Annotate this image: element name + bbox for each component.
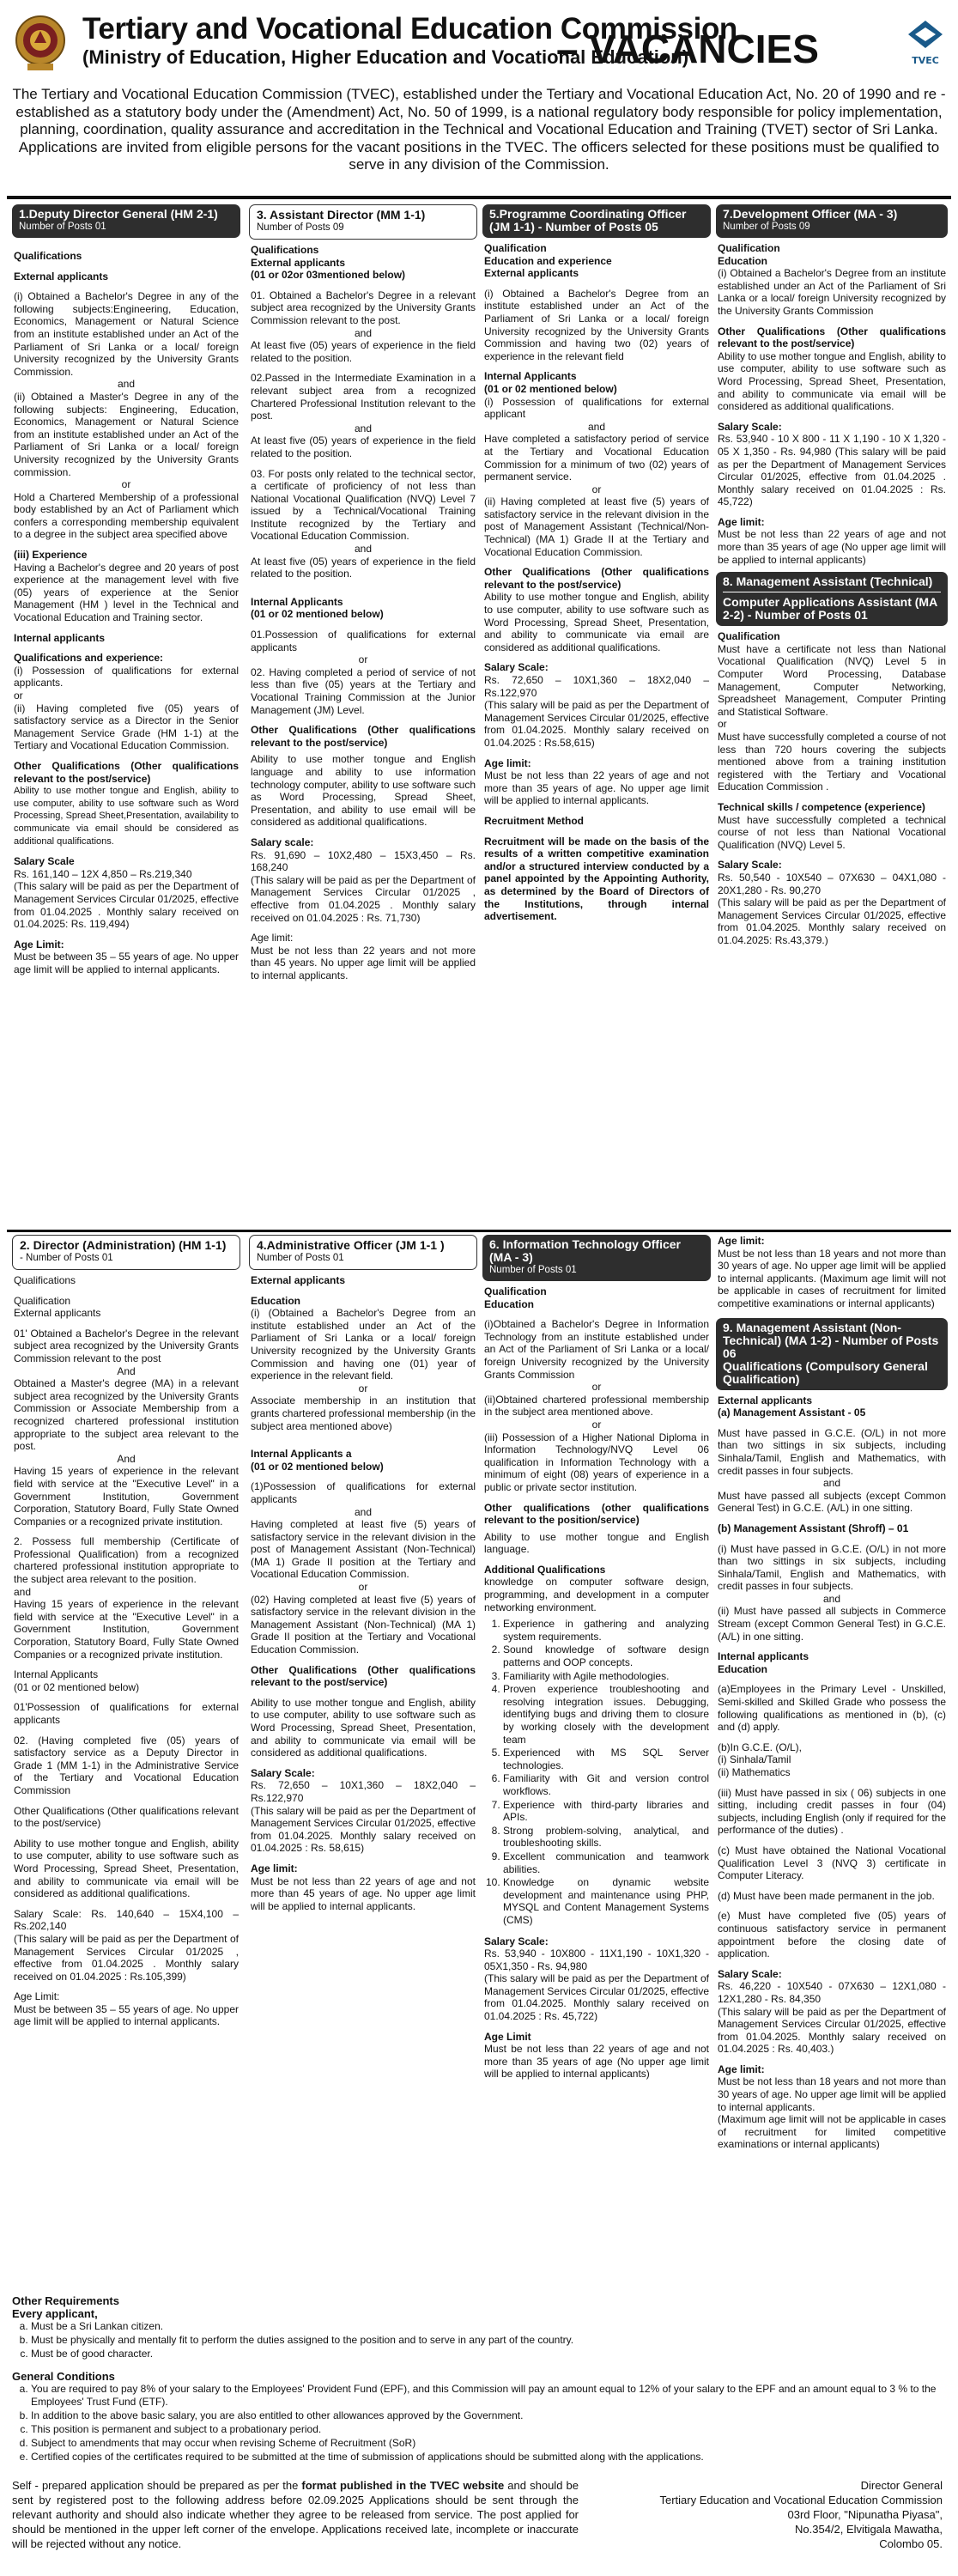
post-count: - Number of Posts 01 (20, 1253, 113, 1263)
label: External applicants (14, 270, 109, 283)
post-header (482, 204, 711, 238)
text: (e) Must have completed five (05) years of continuous satisfactory service in permanent appointment before the closing date of application. (718, 1910, 946, 1960)
label: Qualification Education (718, 242, 780, 267)
tvec-logo-icon (905, 19, 946, 69)
list-item: 10. Knowledge on dynamic website development and maintenance using PHP, MYSQL and Content Management Systems (CMS) (503, 1876, 709, 1926)
text: Age Limit: Must be between 35 – 55 years of age. No upper age limit will be applied to internal applicants. (14, 1990, 239, 2028)
label: Age limit: (251, 1862, 298, 1874)
label: Internal applicants (718, 1650, 809, 1663)
label: Salary Scale: (251, 1766, 315, 1779)
text: Having completed at least five (5) years of satisfactory service in the relevant division in the post of Management Assistant (Non-Technical) (MA 1) Grade II position at the Tertiary and Vocational Education Commission. (251, 1518, 476, 1581)
text: (ii) Having completed five (05) years of satisfactory service as a Director in the Senior Management Service Grade (HM 1-1) at the Tertiary and Vocational Education Commission. (14, 702, 239, 752)
post-programme-coordinating-officer (482, 204, 711, 1228)
post-header (249, 204, 477, 240)
text: Must have successfully completed a course of not less than 720 hours covering the subjects mentioned above from a training institution registered with the Tertiary and Vocational Education Commission . (718, 731, 946, 793)
text: Rs. 53,940 - 10 X 800 - 11 X 1,190 - 10 X 1,320 - 05 X 1,350 - Rs. 94,980 (This salary will be paid as per the Department of Management Services Circular 01/2025, effective from 01.04.2025 . Monthly salary received on 01.04.2025 : Rs. 45,722) (718, 433, 946, 508)
list-item: 6. Familiarity with Git and version control workflows. (503, 1772, 709, 1797)
text: Must be not less than 22 years of age and not more than 35 years of age (No upper age limit will be applied to internal applicants) (484, 2043, 709, 2081)
signature-block: Director General Tertiary Education and Vocational Education Commission 03rd Floor, "Nipunatha Piyasa", No.354/2, Elvitigala Mawatha, Colombo 05. (659, 2479, 943, 2550)
text: 2. Possess full membership (Certificate of Professional Qualification) from a recognized chartered professional institution appropriate to the subject area relevant to the position. (14, 1535, 239, 1586)
text: or (358, 1382, 368, 1394)
section-title: General Conditions (12, 2370, 115, 2383)
text: (b)In G.C.E. (O/L), (i) Sinhala/Tamil (ii) Mathematics (718, 1741, 803, 1778)
text: (ii) Obtained a Master's Degree in any of the following subjects: Engineering, Education, Economics, Management or Natural Science from an institute established under an Act of the Parliament of Sri Lanka or a local/ foreign University recognized by the University Grants commission. (14, 390, 239, 478)
text: and (354, 1505, 373, 1518)
text: Ability to use mother tongue and English language and ability to use information technology computer, ability to use software such as Word Processing, Spread Sheet, Presentation, and ability to use email will be considered as additional qualifications. (251, 753, 476, 829)
text: (a)Employees in the Primary Level - Unskilled, Semi-skilled and Skilled Grade who possess the following qualifications as mentioned in (b), (c) and (d) apply. (718, 1683, 946, 1734)
text: Must have passed all subjects (except Common General Test) in G.C.E. (A/L) in one sitting. (718, 1489, 946, 1515)
text: (i) Possession of qualifications for external applicant (484, 395, 709, 421)
post-count: Number of Posts 09 (257, 222, 344, 233)
text: Must be not less than 18 years and not more than 30 years of age. No upper age limit will be applied to internal applicants. (Maximum age limit will not be applicable in cases of recruitment for limited competitive examinations or internal applicants) (718, 2075, 946, 2151)
label: Age limit: (718, 1235, 765, 1247)
text: Associate membership in an institution that grants chartered professional membership (in the subject area mentioned above) (251, 1394, 476, 1432)
label: Salary Scale: (718, 420, 782, 433)
label: Internal Applicants (251, 595, 343, 608)
label: Age limit: (718, 2063, 765, 2075)
ministry-subtitle: (Ministry of Education, Higher Education and Vocational Education) (82, 46, 689, 68)
divider (7, 1230, 951, 1232)
label: (01 or 02 mentioned below) (251, 1460, 384, 1473)
text: (i)Obtained a Bachelor's Degree in Information Technology from an institute established under an Act of the Parliament of Sri Lanka or a local/ foreign University recognized by the University Grants Commission (484, 1318, 709, 1381)
text: Having a Bachelor's degree and 20 years of post experience at the management level with five (05) years of experience at the Senior Management (HM ) level in the Technical and Vocational Education and Training sector. (14, 561, 239, 624)
label: (01 or 02or 03mentioned below) (251, 269, 406, 282)
text: or (718, 718, 727, 731)
label: External applicants (251, 256, 346, 269)
text: (i) (Obtained a Bachelor's Degree from an institute established under an Act of the Parliament of Sri Lanka or a local/ foreign University recognized by the University Grants Commission and having one (01) year of experience in the relevant field. (251, 1307, 476, 1382)
other-requirements (12, 2294, 948, 2464)
text: and (354, 543, 373, 556)
post-development-officer (716, 204, 948, 1228)
label: Qualification Education and experience (484, 242, 612, 267)
post-header (12, 1235, 240, 1270)
post-title: 6. Information Technology Officer (MA - 3) (489, 1237, 681, 1264)
text: Ability to use mother tongue and English language. (484, 1530, 709, 1556)
label: Qualifications and experience: (14, 652, 164, 665)
text: (i) Must have passed in G.C.E. (O/L) in not more than two sittings in six subjects, including Sinhala/Tamil, English and Mathematics, with credit passes in four subjects. (718, 1542, 946, 1593)
post-deputy-director-general (12, 204, 240, 1228)
label: (01 or 02 mentioned below) (14, 1680, 140, 1693)
text: 02. Having completed a period of service of not less than five (05) years at the Tertiary and Vocational Training Commission at the Junior Management (JM) Level. (251, 665, 476, 716)
post-information-technology-officer (482, 1235, 711, 2284)
label: Internal Applicants a (251, 1448, 352, 1461)
skills-list (484, 1618, 709, 1926)
requirements-list (12, 2320, 948, 2360)
label: External applicants (251, 1274, 346, 1286)
text: (ii) Having completed at least five (5) years of satisfactory service in the relevant division in the post of Management Assistant (Technical/Non-Technical) (MA 1) Grade II at the Tertiary and Vocational Education Commission. (484, 495, 709, 558)
text: Ability to use mother tongue and English, ability to use computer, ability to use software such as Word Processing, Spread Sheet, Presentation, and ability to communicate via email will be considered as additional qualifications. (718, 349, 946, 413)
label: Technical skills / competence (experience) (718, 800, 925, 813)
text: (02) Having completed at least five (5) years of satisfactory service in the relevant division in the Management Assistant (Non-Technical) (MA 1) Grade II position at the Tertiary and Vocational Education Commission. (251, 1593, 476, 1656)
text: Must have passed in G.C.E. (O/L) in not more than two sittings in six subjects, including Sinhala/Tamil, English and Mathematics, with credit passes in four subjects. (718, 1426, 946, 1477)
conditions-list (12, 2383, 948, 2464)
text: (i) Obtained a Bachelor's Degree from an institute established under an Act of the Parliament of Sri Lanka or a local/ foreign University recognized by the University Grants Commission (718, 267, 946, 317)
sri-lanka-emblem-icon (14, 12, 67, 72)
text: Rs. 46,220 - 10X540 - 07X630 – 12X1,080 - 12X1,280 - Rs. 84,350 (This salary will be paid as per the Department of Management Services Circular 01/2025, effective from 01.04.2025. Monthly salary received on 01.04.2025 : Rs. 40,403.) (718, 1980, 946, 2056)
text: At least five (05) years of experience in the field related to the position. (251, 555, 476, 580)
list-item: 1. Experience in gathering and analyzing system requirements. (503, 1618, 709, 1643)
post-management-assistant (716, 1235, 948, 2284)
label: Other Qualifications (Other qualifications relevant to the post/service) (718, 325, 946, 350)
text: (iii) Possession of a Higher National Diploma in Information Technology/NVQ Level 06 qualification in Information Technology with a minimum of eight (08) years of experience in a public or private sector institution. (484, 1431, 709, 1493)
post-subtitle: Qualifications (Compulsory General Qualification) (723, 1358, 928, 1386)
text: or (591, 483, 602, 495)
label: Education (718, 1662, 768, 1675)
list-item: e. Certified copies of the certificates required to be submitted at the time of submission of applications should be submitted along with the applications. (31, 2451, 948, 2464)
post-count: Number of Posts 01 (257, 1253, 344, 1263)
label: Salary Scale: (718, 1967, 782, 1980)
text: At least five (05) years of experience in the field related to the position. (251, 434, 476, 459)
text: and (822, 1477, 841, 1490)
text: knowledge on computer software design, programming, and development in a computer networking environment. (484, 1576, 709, 1613)
label: (01 or 02 mentioned below) (251, 608, 384, 621)
text: 01'Possession of qualifications for external applicants (14, 1701, 239, 1726)
post-assistant-director (249, 204, 477, 1228)
post-title: 1.Deputy Director General (HM 2-1) (19, 207, 218, 221)
label: Other Qualifications (Other qualifications relevant to the post/service) (14, 759, 239, 785)
post-title: 8. Management Assistant (Technical) (723, 574, 933, 589)
header (7, 3, 951, 77)
text: Rs. 72,650 – 10X1,360 – 18X2,040 – Rs.122,970 (This salary will be paid as per the Department of Management Services Circular 01/2025, effective from 01.04.2025. Monthly salary received on 01.04.2025 : Rs.58,615) (484, 674, 709, 749)
text: (c) Must have obtained the National Vocational Qualification Level 3 (NVQ 3) certificate in Computer Literacy. (718, 1844, 946, 1882)
text: and (354, 326, 373, 339)
text: Must be not less than 18 years and not more than 30 years of age. No upper age limit will be applied to internal applicants. (Maximum age limit will not be applicable in cases of recruitment for limited competitive examinations or internal applicants) (718, 1247, 946, 1309)
text: (1)Possession of qualifications for external applicants (251, 1480, 476, 1505)
post-title: 2. Director (Administration) (HM 1-1) (20, 1238, 227, 1252)
text: Ability to use mother tongue and English, ability to use computer, ability to use software such as Word Processing, Spread Sheet, Presentation, and ability to communicate via email will be considered as additional qualifications. (14, 1837, 239, 1900)
text: or (591, 1381, 602, 1394)
text: Rs. 91,690 – 10X2,480 – 15X3,450 – Rs. 168,240 (This salary will be paid as per the Department of Management Services Circular 01/2025 , effective from 01.04.2025 . Monthly salary received on 01.04.2025 : Rs. 71,730) (251, 848, 476, 924)
text: and (587, 420, 606, 433)
text: Hold a Chartered Membership of a professional body established by an Act of Parliament which confers a corresponding membership equivalent to a degree in the subject area specified above (14, 490, 239, 541)
post-header (12, 204, 240, 238)
label: Every applicant, (12, 2307, 98, 2320)
list-item: 2. Sound knowledge of software design patterns and OOP concepts. (503, 1643, 709, 1668)
commission-title: Tertiary and Vocational Education Commission (82, 12, 737, 46)
label: (b) Management Assistant (Shroff) – 01 (718, 1522, 909, 1534)
text: 03. For posts only related to the technical sector, a certificate of proficiency of not less than National Vocational Qualification (NVQ) Level 7 issued by a Technical/Vocational Training Institute recognized by the Tertiary and Vocational Education Commission. (251, 467, 476, 543)
text: or (358, 1581, 368, 1594)
label: Recruitment Method (484, 814, 585, 827)
label: Other qualifications (other qualifications relevant to the position/service) (484, 1501, 709, 1527)
list-item: b. In addition to the above basic salary, you are also entitled to other allowances approved by the Government. (31, 2409, 948, 2422)
label: Age Limit (484, 2030, 531, 2043)
label: Internal applicants (14, 631, 106, 644)
label: External applicants (484, 267, 579, 280)
text: Obtained a Master's degree (MA) in a relevant subject area recognized by the University Grants Commission or Associate Membership from a recognized chartered professional institution appropriate to the subject area relevant to the post. (14, 1377, 239, 1453)
label: Qualifications (14, 250, 82, 262)
text: or (14, 690, 23, 702)
text: and (117, 378, 136, 391)
text: (iii) Must have passed in six ( 06) subjects in one sitting, including credit passes in four (04) subjects, including English (only if required for the performance of the duties) . (718, 1786, 946, 1837)
text: or (121, 478, 131, 491)
application-instructions: Self - prepared application should be prepared as per the format published in the TVEC website and should be sent by registered post to the following address before 02.09.2025 Applications should be sent through the relevant authority and should also indicate whether they agree to be released from service. The post applied for should be mentioned in the upper left corner of the envelope. Applications received late, incomplete or inaccurate will be rejected without any notice. (12, 2479, 579, 2550)
text: And (117, 1452, 136, 1465)
footer (12, 2478, 948, 2573)
label: Education (251, 1294, 301, 1307)
section-title: Other Requirements (12, 2294, 119, 2307)
label: Additional Qualifications (484, 1563, 606, 1576)
list-item: 5. Experienced with MS SQL Server technologies. (503, 1747, 709, 1771)
text: 01. Obtained a Bachelor's Degree in a relevant subject area recognized by the University Grants Commission relevant to the post. (251, 289, 476, 326)
list-item: b. Must be physically and mentally fit to perform the duties assigned to the position and to serve in any part of the country. (31, 2334, 948, 2347)
label: Salary Scale: (718, 859, 782, 872)
text: or (358, 653, 368, 666)
label: Qualification External applicants (14, 1294, 101, 1320)
list-item: d. Subject to amendments that may occur when revising Scheme of Recruitment (SoR) (31, 2437, 948, 2450)
text: Ability to use mother tongue and English, ability to use computer, ability to use software such as Word Processing, Spread Sheet,Presentation, availability to communicate via email should be considered as additional qualifications. (14, 786, 239, 847)
text: (i) Possession of qualifications for external applicants. (14, 664, 239, 690)
list-item: 7. Experience with third-party libraries and APIs. (503, 1799, 709, 1824)
text: Must be not less than 22 years of age and not more than 45 years of age. No upper age limit will be applied to internal applicants. (251, 1874, 476, 1912)
text: Rs. 161,140 – 12X 4,850 – Rs.219,340 (This salary will be paid as per the Department of Management Services Circular 01/2025, effective from 01.04.2025 . Monthly salary received on 01.04.2025: Rs. 119,494) (14, 867, 239, 931)
post-subtitle: Computer Applications Assistant (MA 2-2) - Number of Posts 01 (723, 595, 937, 623)
label: (01 or 02 mentioned below) (484, 382, 617, 395)
post-director-administration (12, 1235, 240, 2284)
post-count: Number of Posts 01 (489, 1265, 577, 1275)
text: Must be between 35 – 55 years of age. No upper age limit will be applied to internal applicants. (14, 951, 239, 975)
list-item: 3. Familiarity with Agile methodologies. (503, 1670, 709, 1683)
text: And (117, 1364, 136, 1377)
post-header (716, 204, 948, 238)
list-item: c. This position is permanent and subject to a probationary period. (31, 2423, 948, 2436)
label: Other Qualifications (Other qualifications relevant to the post/service) (251, 1663, 476, 1689)
text: 02. (Having completed five (05) years of satisfactory service as a Deputy Director in Grade 1 (MM 1-1) in the Administrative Service of the Tertiary and Vocational Education Commission (14, 1734, 239, 1796)
post-count: Number of Posts 01 (19, 222, 106, 232)
list-item: 9. Excellent communication and teamwork abilities. (503, 1850, 709, 1875)
post-title: 5.Programme Coordinating Officer (JM 1-1) - Number of Posts 05 (489, 207, 687, 234)
post-header (716, 1318, 948, 1390)
intro-paragraph: The Tertiary and Vocational Education Commission (TVEC), established under the Tertiary and Vocational Education Act, No. 20 of 1990 and re -established as a statutory body under the (Amendment) Act, No. 50 of 1999, is a national regulatory body responsible for policy implementation, planning, coordination, quality assurance and accreditation in the Technical and Vocational Education and Training (TVET) sector of Sri Lanka. Applications are invited from eligible persons for the vacant positions in the TVEC. The officers selected for these positions must be qualified to serve in any division of the Commission. (12, 86, 946, 173)
post-count: Number of Posts 09 (723, 222, 810, 232)
text: (ii) Must have passed all subjects in Commerce Stream (except Common General Test) in G.C.E. (A/L) in one sitting. (718, 1605, 946, 1643)
text: Salary Scale: Rs. 140,640 – 15X4,100 – Rs.202,140 (This salary will be paid as per the Department of Management Services Circular 01/2025 , effective from 01.04.2025 . Monthly salary received on 01.04.2025 : Rs.105,399) (14, 1907, 239, 1983)
text: or (591, 1418, 602, 1431)
label: (a) Management Assistant - 05 (718, 1406, 866, 1419)
label: Age Limit: (14, 938, 64, 951)
text: Having 15 years of experience in the relevant field with service at the "Executive Level" in a Government Institution, Government Corporation, Statutory Board, Fully State Owned Companies or a recognized private institution. (14, 1465, 239, 1528)
list-item: 8. Strong problem-solving, analytical, and troubleshooting skills. (503, 1825, 709, 1850)
label: Qualifications (14, 1274, 76, 1286)
post-title: 7.Development Officer (MA - 3) (723, 207, 898, 221)
label: Qualification Education (484, 1285, 547, 1310)
text: 01' Obtained a Bachelor's Degree in the relevant subject area recognized by the University Grants Commission relevant to the post (14, 1327, 239, 1364)
list-item: a. Must be a Sri Lankan citizen. (31, 2320, 948, 2333)
vacancies-heading: – VACANCIES (556, 27, 819, 71)
text: Must be not less than 22 years and not more than 45 years. No upper age limit will be applied to internal applicants. (251, 944, 476, 981)
label: External applicants (718, 1394, 813, 1406)
text: Have completed a satisfactory period of service at the Tertiary and Vocational Education Commission for a minimum of two (02) years of permanent service. (484, 433, 709, 483)
label: Internal Applicants (484, 370, 577, 383)
list-item: 4. Proven experience troubleshooting and resolving integration issues. Debugging, identifying bugs and driving them to closure by working closely with the development team (503, 1683, 709, 1746)
tvec-logo-text: TVEC (912, 55, 939, 66)
text: (i) Obtained a Bachelor's Degree from an institute established under an Act of the Parliament of Sri Lanka or a local/ foreign University recognized by the University Grants Commission and having two (02) years of experience in the relevant field (484, 287, 709, 362)
text: (d) Must have been made permanent in the job. (718, 1889, 935, 1902)
divider (7, 196, 951, 199)
post-title: 4.Administrative Officer (JM 1-1 ) (257, 1238, 445, 1252)
text: Rs. 50,540 - 10X540 – 07X630 – 04X1,080 - 20X1,280 - Rs. 90,270 (This salary will be paid as per the Department of Management Services Circular 01/2025, effective from 01.04.2025. Monthly salary received on 01.04.2025: Rs.43,379.) (718, 871, 946, 946)
label: Other Qualifications (Other qualifications relevant to the post/service) (484, 566, 709, 591)
text: and (822, 1592, 841, 1605)
label: Age limit: (251, 932, 294, 945)
label: Age limit: (718, 515, 765, 528)
text: Rs. 72,650 – 10X1,360 – 18X2,040 – Rs.122,970 (This salary will be paid as per the Department of Management Services Circular 01/2025, effective from 01.04.2025. Monthly salary received on 01.04.2025 : Rs. 58,615) (251, 1779, 476, 1855)
list-item: a. You are required to pay 8% of your salary to the Employees' Provident Fund (EPF), and this Commission will pay an amount equal to 12% of your salary to the EPF and an amount equal to 3 % to the Employees' Trust Fund (ETF). (31, 2383, 948, 2409)
label: Salary Scale: (484, 1935, 549, 1947)
post-header (249, 1235, 477, 1270)
text: Having 15 years of experience in the relevant field with service at the "Executive Level" in a Government Institution, Government Corporation, Statutory Board, Fully State Owned Companies or a recognized private institution. (14, 1598, 239, 1661)
label: Salary scale: (251, 835, 314, 848)
text: (i) Obtained a Bachelor's Degree in any of the following subjects:Engineering, Education, Economics, Management or Natural Science from an institute established under an Act of the Parliament of Sri Lanka or a local/ foreign University recognized by the University Grants Commission. (14, 290, 239, 378)
label: Salary Scale: (484, 661, 549, 674)
label: Other Qualifications (Other qualifications relevant to the post/service) (251, 724, 476, 749)
post-header (482, 1235, 711, 1281)
label: Other Qualifications (Other qualifications relevant to the post/service) (14, 1804, 239, 1830)
text: (ii)Obtained chartered professional membership in the subject area mentioned above. (484, 1393, 709, 1419)
label: (iii) Experience (14, 549, 88, 562)
text: Must have a certificate not less than National Vocational Qualification (NVQ) Level 5 in Computer Word Processing, Database Management, Computer Networking, Spreadsheet Management, Computer Printing and Statistical Software. (718, 642, 946, 718)
label: Age limit: (484, 756, 531, 769)
label: Qualifications (251, 244, 319, 256)
label: Qualification (718, 630, 780, 643)
text: Ability to use mother tongue and English, ability to use computer, ability to use software such as Word Processing, Spread Sheet, Presentation, and ability to communicate via email are considered as additional qualifications. (484, 591, 709, 653)
text: Rs. 53,940 - 10X800 - 11X1,190 - 10X1,320 - 05X1,350 - Rs. 94,980 (This salary will be paid as per the Department of Management Services Circular 01/2025, effective from 01.04.2025. Monthly salary received on 01.04.2025 : Rs. 45,722) (484, 1947, 709, 2023)
post-title: 9. Management Assistant (Non-Technical) (MA 1-2) - Number of Posts 06 (723, 1320, 939, 1360)
label: Internal Applicants (14, 1668, 99, 1681)
text: 02.Passed in the Intermediate Examination in a relevant subject area from a recognized Chartered Professional Institution relevant to the post. (251, 372, 476, 422)
text: Ability to use mother tongue and English, ability to use computer, ability to use software such as Word Processing, Spread Sheet, Presentation, and ability to communicate via email will be considered as additional qualifications. (251, 1696, 476, 1759)
text: Recruitment will be made on the basis of the results of a written competitive examination and/or a structured interview conducted by a panel appointed by the Appointing Authority, as determined by the Board of Directors of the Institutions, through internal advertisement. (484, 835, 709, 923)
post-title: 3. Assistant Director (MM 1-1) (257, 208, 426, 222)
text: and (14, 1585, 32, 1598)
list-item: c. Must be of good character. (31, 2348, 948, 2360)
text: Must be not less than 22 years of age and not more than 35 years of age (No upper age limit will be applied to internal applicants) (718, 528, 946, 566)
text: and (354, 422, 373, 434)
text: 01.Possession of qualifications for external applicants (251, 629, 476, 653)
text: At least five (05) years of experience in the field related to the position. (251, 339, 476, 364)
text: Must be not less than 22 years of age and not more than 35 years of age. No upper age limit will be applied to internal applicants. (484, 769, 709, 807)
text: Must have successfully completed a technical course of not less than National Vocational Qualification (NVQ) Level 5. (718, 813, 946, 851)
post-administrative-officer (249, 1235, 477, 2284)
post-header (716, 572, 948, 626)
label: Salary Scale (14, 855, 75, 868)
